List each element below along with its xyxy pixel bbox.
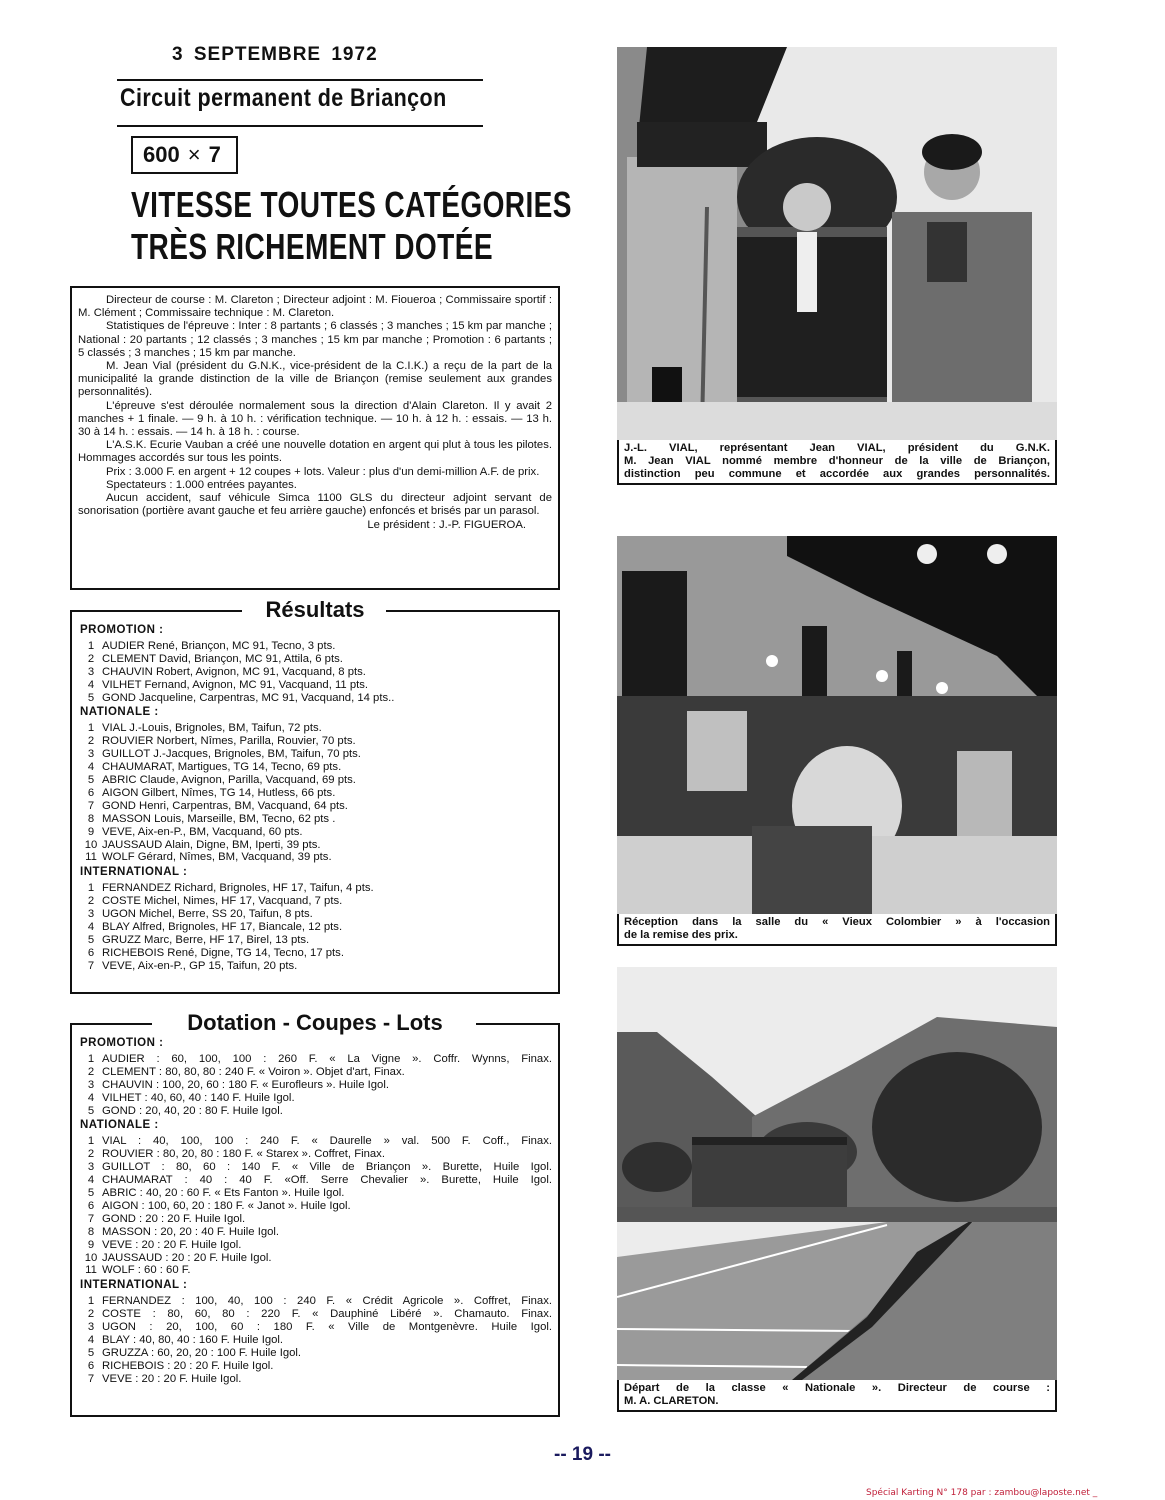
caption-line: Départ de la classe « Nationale ». Directeur de course : — [624, 1382, 1050, 1394]
rank: 11 — [85, 1264, 97, 1277]
list-item — [80, 813, 552, 826]
photo-race-start — [617, 967, 1057, 1380]
rank: 3 — [87, 1078, 95, 1091]
rank: 7 — [87, 1372, 95, 1385]
entry-text: VEVE, Aix-en-P., BM, Vacquand, 60 pts. — [102, 825, 303, 838]
list-item — [80, 934, 552, 947]
entry-text: ROUVIER Norbert, Nîmes, Parilla, Rouvier, 70 pts. — [102, 735, 356, 748]
category-label: NATIONALE : — [80, 1119, 159, 1132]
list-item — [80, 1200, 552, 1213]
entry-text: GOND Henri, Carpentras, BM, Vacquand, 64 pts. — [102, 799, 348, 812]
caption-line: Réception dans la salle du « Vieux Colombier » à l'occasion — [624, 916, 1050, 928]
entry-text: VILHET Fernand, Avignon, MC 91, Vacquand, 11 pts. — [102, 678, 369, 691]
entry-text: BLAY : 40, 80, 40 : 160 F. Huile Igol. — [102, 1333, 284, 1346]
results-list — [72, 610, 558, 977]
entry-text: AIGON Gilbert, Nîmes, TG 14, Hutless, 66 pts. — [102, 786, 336, 799]
rank: 1 — [87, 1052, 95, 1065]
rank: 5 — [87, 1104, 95, 1117]
list-item — [80, 679, 552, 692]
photo-award-presentation — [617, 47, 1057, 440]
rank: 5 — [87, 773, 95, 786]
circuit-title: Circuit permanent de Briançon — [120, 84, 447, 112]
entry-text: ABRIC : 40, 20 : 60 F. « Ets Fanton ». Huile Igol. — [102, 1186, 345, 1199]
entry-text: CLEMENT David, Briançon, MC 91, Attila, 6 pts. — [102, 652, 343, 665]
list-item — [80, 1252, 552, 1265]
list-item — [80, 1321, 552, 1334]
info-paragraph: M. Jean Vial (président du G.N.K., vice-président de la C.I.K.) a reçu de la part de la municipalité la grande distinction de la ville de Briançon (remise seulement aux grandes personnalités). — [78, 360, 552, 399]
entry-text: VEVE : 20 : 20 F. Huile Igol. — [102, 1372, 242, 1385]
entry-text: BLAY Alfred, Brignoles, HF 17, Biancale, 12 pts. — [102, 920, 343, 933]
list-item — [80, 1066, 552, 1079]
category-label: PROMOTION : — [80, 1037, 164, 1049]
caption-award — [617, 440, 1057, 485]
rank: 3 — [87, 1321, 95, 1334]
list-item — [80, 1373, 552, 1386]
dotation-box — [70, 1010, 560, 1417]
rank: 2 — [87, 1065, 95, 1078]
rank: 3 — [87, 908, 95, 921]
signature: Le président : J.-P. FIGUEROA. — [367, 519, 526, 532]
entry-text: JAUSSAUD Alain, Digne, BM, Iperti, 39 pts. — [102, 838, 321, 851]
entry-text: WOLF Gérard, Nîmes, BM, Vacquand, 39 pts. — [102, 851, 332, 864]
entry-text: VIAL J.-Louis, Brignoles, BM, Taifun, 72 pts. — [102, 722, 322, 735]
rank: 4 — [87, 678, 95, 691]
reception-photo-image — [617, 536, 1057, 914]
rank: 2 — [87, 652, 95, 665]
list-item — [80, 1105, 552, 1118]
list-item — [80, 1079, 552, 1092]
category-label: INTERNATIONAL : — [80, 1279, 188, 1292]
list-item — [80, 851, 552, 864]
list-item — [80, 1239, 552, 1252]
results-title: Résultats — [72, 597, 558, 623]
entry-text: RICHEBOIS : 20 : 20 F. Huile Igol. — [102, 1359, 274, 1372]
rank: 1 — [87, 639, 95, 652]
list-item — [80, 1347, 552, 1360]
category-label: NATIONALE : — [80, 706, 159, 719]
list-item — [80, 947, 552, 960]
kart-class-box — [131, 136, 238, 174]
entry-text: GUILLOT J.-Jacques, Brignoles, BM, Taifun, 70 pts. — [102, 748, 361, 761]
entry-text: GUILLOT : 80, 60 : 140 F. « Ville de Briançon ». Burette, Huile Igol. — [102, 1161, 552, 1174]
entry-text: MASSON : 20, 20 : 40 F. Huile Igol. — [102, 1225, 280, 1238]
rank: 7 — [87, 799, 95, 812]
rank: 4 — [87, 1174, 95, 1187]
entry-text: ABRIC Claude, Avignon, Parilla, Vacquand, 69 pts. — [102, 773, 356, 786]
size-left: 600 — [143, 142, 180, 167]
rank: 3 — [87, 1161, 95, 1174]
list-item — [80, 895, 552, 908]
rank: 2 — [87, 1308, 95, 1321]
list-item — [80, 722, 552, 735]
dotation-title: Dotation - Coupes - Lots — [72, 1010, 558, 1036]
entry-text: RICHEBOIS René, Digne, TG 14, Tecno, 17 pts. — [102, 946, 344, 959]
entry-text: GRUZZ Marc, Berre, HF 17, Birel, 13 pts. — [102, 933, 310, 946]
list-item — [80, 882, 552, 895]
rank: 1 — [87, 1135, 95, 1148]
caption-line: M. Jean VIAL nommé membre d'honneur de la ville de Briançon, — [624, 455, 1050, 467]
entry-text: AUDIER René, Briançon, MC 91, Tecno, 3 pts. — [102, 639, 336, 652]
track-photo-image — [617, 967, 1057, 1380]
list-item — [80, 1264, 552, 1277]
category-label: INTERNATIONAL : — [80, 866, 188, 879]
entry-text: COSTE : 80, 60, 80 : 220 F. « Dauphiné Libéré ». Chamauto. Finax. — [102, 1308, 552, 1321]
list-item — [80, 1053, 552, 1066]
list-item — [80, 653, 552, 666]
info-paragraph: L'A.S.K. Ecurie Vauban a créé une nouvelle dotation en argent qui plut à tous les pilotes. Hommages accordés sur tous les points. — [78, 439, 552, 465]
rank: 4 — [87, 761, 95, 774]
entry-text: FERNANDEZ Richard, Brignoles, HF 17, Taifun, 4 pts. — [102, 882, 374, 895]
article-date: 3 SEPTEMBRE 1972 — [172, 44, 378, 65]
list-item — [80, 921, 552, 934]
list-item — [80, 1308, 552, 1321]
entry-text: CHAUMARAT : 40 : 40 F. «Off. Serre Chevalier ». Burette, Huile Igol. — [102, 1174, 552, 1187]
rank: 10 — [84, 1251, 98, 1264]
rank: 7 — [87, 1212, 95, 1225]
caption-line: distinction peu commune et accordée aux grandes personnalités. — [624, 468, 1050, 480]
list-item — [80, 735, 552, 748]
list-item — [80, 640, 552, 653]
info-paragraph: Prix : 3.000 F. en argent + 12 coupes + lots. Valeur : plus d'un demi-million A.F. de prix. — [106, 465, 540, 478]
entry-text: CHAUVIN Robert, Avignon, MC 91, Vacquand, 8 pts. — [102, 665, 366, 678]
headline-line-1: VITESSE TOUTES CATÉGORIES — [131, 184, 572, 225]
entry-text: AUDIER : 60, 100, 100 : 260 F. « La Vigne ». Coffr. Wynns, Finax. — [102, 1052, 552, 1065]
entry-text: JAUSSAUD : 20 : 20 F. Huile Igol. — [102, 1251, 272, 1264]
list-item — [80, 839, 552, 852]
info-paragraph: Aucun accident, sauf véhicule Simca 1100 GLS du directeur adjoint servant de sonorisation (portière avant gauche et feu arrière gauche) enfoncés et brisés par un parasol. — [78, 492, 552, 518]
entry-text: VEVE, Aix-en-P., GP 15, Taifun, 20 pts. — [102, 959, 298, 972]
rank: 6 — [87, 946, 95, 959]
list-item — [80, 666, 552, 679]
rank: 2 — [87, 895, 95, 908]
rank: 2 — [87, 735, 95, 748]
entry-text: ROUVIER : 80, 20, 80 : 180 F. « Starex ». Coffret, Finax. — [102, 1148, 385, 1161]
rank: 5 — [87, 933, 95, 946]
times-icon: × — [187, 142, 201, 167]
entry-text: UGON : 20, 100, 60 : 180 F. « Ville de Montgenèvre. Huile Igol. — [102, 1321, 552, 1334]
rank: 4 — [87, 1091, 95, 1104]
list-item — [80, 692, 552, 705]
info-paragraph: L'épreuve s'est déroulée normalement sous la direction d'Alain Clareton. Il y avait 2 manches + 1 finale. — 9 h. à 10 h. : vérification technique. — 10 h. à 12 h. : essais. — 13 h. 30 à 14 h. : essais. — 14 h. à 18 h. : course. — [78, 399, 552, 439]
entry-text: UGON Michel, Berre, SS 20, Taifun, 8 pts. — [102, 908, 313, 921]
page-number: -- 19 -- — [554, 1444, 611, 1465]
rank: 9 — [87, 825, 95, 838]
entry-text: COSTE Michel, Nimes, HF 17, Vacquand, 7 pts. — [102, 895, 343, 908]
list-item — [80, 800, 552, 813]
list-item — [80, 1187, 552, 1200]
list-item — [80, 826, 552, 839]
list-item — [80, 1135, 552, 1148]
list-item — [80, 908, 552, 921]
photo-reception — [617, 536, 1057, 914]
rank: 1 — [87, 1295, 95, 1308]
list-item — [80, 1174, 552, 1187]
info-paragraph: Statistiques de l'épreuve : Inter : 8 partants ; 6 classés ; 3 manches ; 15 km par manche ; National : 20 partants ; 12 classés ; 3 manches ; 15 km par manche ; Promotion : 6 partants ; 5 classés ; 3 manches ; 15 km par manche. — [78, 320, 552, 359]
list-item — [80, 1360, 552, 1373]
list-item — [80, 748, 552, 761]
top-rule — [117, 79, 483, 81]
category-label: PROMOTION : — [80, 624, 164, 636]
results-box — [70, 597, 560, 994]
rank: 5 — [87, 1346, 95, 1359]
caption-line: M. A. CLARETON. — [624, 1395, 719, 1407]
footer-credit: Spécial Karting N° 178 par : zambou@laposte.net _ — [866, 1488, 1098, 1498]
rank: 6 — [87, 1359, 95, 1372]
entry-text: CLEMENT : 80, 80, 80 : 240 F. « Voiron ». Objet d'art, Finax. — [102, 1065, 405, 1078]
list-item — [80, 1213, 552, 1226]
list-item — [80, 960, 552, 973]
size-right: 7 — [208, 142, 221, 167]
entry-text: VEVE : 20 : 20 F. Huile Igol. — [102, 1238, 242, 1251]
rank: 6 — [87, 1199, 95, 1212]
entry-text: WOLF : 60 : 60 F. — [102, 1264, 191, 1277]
info-paragraph: Directeur de course : M. Clareton ; Directeur adjoint : M. Fioueroa ; Commissaire sportif : M. Clément ; Commissaire technique : M. Clareton. — [78, 294, 552, 320]
entry-text: GOND Jacqueline, Carpentras, MC 91, Vacquand, 14 pts.. — [102, 691, 395, 704]
list-item — [80, 1295, 552, 1308]
rank: 4 — [87, 920, 95, 933]
caption-line: de la remise des prix. — [624, 929, 738, 941]
rank: 3 — [87, 665, 95, 678]
rank: 3 — [87, 748, 95, 761]
rank: 11 — [85, 851, 97, 864]
rank: 5 — [87, 1186, 95, 1199]
rank: 2 — [87, 1148, 95, 1161]
entry-text: GOND : 20, 40, 20 : 80 F. Huile Igol. — [102, 1104, 283, 1117]
rank: 1 — [87, 882, 95, 895]
entry-text: CHAUVIN : 100, 20, 60 : 180 F. « Eurofleurs ». Huile Igol. — [102, 1078, 389, 1091]
list-item — [80, 1226, 552, 1239]
rank: 1 — [87, 722, 95, 735]
entry-text: VIAL : 40, 100, 100 : 240 F. « Daurelle » val. 500 F. Coff., Finax. — [102, 1135, 552, 1148]
bottom-rule — [117, 125, 483, 127]
list-item — [80, 1334, 552, 1347]
rank: 4 — [87, 1333, 95, 1346]
rank: 8 — [87, 1225, 95, 1238]
entry-text: MASSON Louis, Marseille, BM, Tecno, 62 pts . — [102, 812, 336, 825]
list-item — [80, 787, 552, 800]
rank: 5 — [87, 691, 95, 704]
entry-text: GOND : 20 : 20 F. Huile Igol. — [102, 1212, 246, 1225]
list-item — [80, 761, 552, 774]
dotation-list — [72, 1023, 558, 1390]
info-paragraph: Spectateurs : 1.000 entrées payantes. — [106, 478, 297, 491]
headline-line-2: TRÈS RICHEMENT DOTÉE — [131, 226, 493, 267]
entry-text: FERNANDEZ : 100, 40, 100 : 240 F. « Crédit Agricole ». Coffret, Finax. — [102, 1295, 552, 1308]
entry-text: AIGON : 100, 60, 20 : 180 F. « Janot ». Huile Igol. — [102, 1199, 351, 1212]
award-photo-image — [617, 47, 1057, 440]
entry-text: VILHET : 40, 60, 40 : 140 F. Huile Igol. — [102, 1091, 295, 1104]
rank: 7 — [87, 959, 95, 972]
entry-text: CHAUMARAT, Martigues, TG 14, Tecno, 69 pts. — [102, 761, 342, 774]
list-item — [80, 1161, 552, 1174]
rank: 9 — [87, 1238, 95, 1251]
entry-text: GRUZZA : 60, 20, 20 : 100 F. Huile Igol. — [102, 1346, 302, 1359]
caption-reception — [617, 914, 1057, 946]
caption-line: J.-L. VIAL, représentant Jean VIAL, président du G.N.K. — [624, 442, 1050, 454]
list-item — [80, 774, 552, 787]
list-item — [80, 1148, 552, 1161]
rank: 6 — [87, 786, 95, 799]
rank: 8 — [87, 812, 95, 825]
caption-race-start — [617, 1380, 1057, 1412]
rank: 10 — [84, 838, 98, 851]
list-item — [80, 1092, 552, 1105]
race-info-box — [70, 286, 560, 590]
headline — [131, 184, 572, 268]
